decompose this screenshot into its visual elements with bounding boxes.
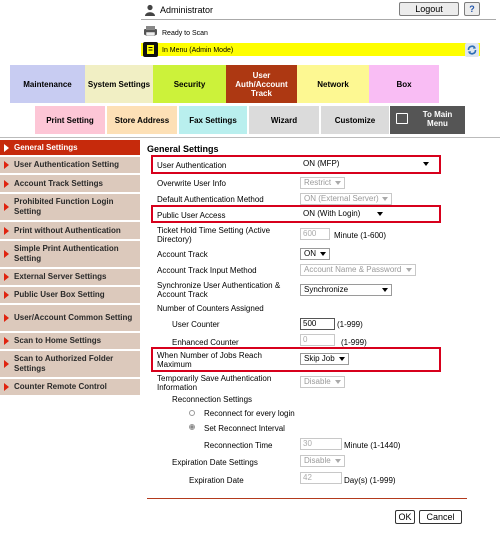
- chevron-down-icon: [335, 181, 341, 185]
- expiration-date-unit: Day(s) (1-999): [344, 476, 396, 485]
- set-reconnect-interval-radio[interactable]: [189, 424, 195, 430]
- main-menu-icon: [396, 113, 408, 124]
- user-counter-input[interactable]: 500: [300, 318, 335, 330]
- account-track-select[interactable]: ON: [300, 248, 330, 260]
- arrow-right-icon: [4, 337, 9, 345]
- public-user-access-select[interactable]: ON (With Login): [299, 208, 387, 220]
- highlight-user-authentication: [151, 155, 441, 174]
- arrow-right-icon: [4, 161, 9, 169]
- expiration-date-settings-select[interactable]: Disable: [300, 455, 345, 467]
- sidebar-item-counter-remote-control[interactable]: Counter Remote Control: [0, 379, 140, 396]
- chevron-down-icon: [382, 288, 388, 292]
- chevron-down-icon: [335, 380, 341, 384]
- tab-customize[interactable]: Customize: [321, 106, 389, 134]
- help-icon: ?: [469, 4, 475, 14]
- sidebar-item-external-server-settings[interactable]: External Server Settings: [0, 269, 140, 286]
- tab-security[interactable]: Security: [153, 65, 226, 103]
- default-auth-method-select[interactable]: ON (External Server): [300, 193, 392, 205]
- sidebar-item-account-track-settings[interactable]: Account Track Settings: [0, 175, 140, 193]
- user-role-label: Administrator: [160, 5, 214, 15]
- expiration-date-input[interactable]: 42: [300, 472, 342, 484]
- ticket-hold-time-input[interactable]: 600: [300, 228, 330, 240]
- tab-print-setting[interactable]: Print Setting: [35, 106, 105, 134]
- arrow-right-icon: [4, 180, 9, 188]
- temp-save-auth-select[interactable]: Disable: [300, 376, 345, 388]
- user-counter-label: User Counter: [172, 320, 220, 329]
- status-text: Ready to Scan: [162, 30, 208, 37]
- sidebar-item-user-authentication-setting[interactable]: User Authentication Setting: [0, 157, 140, 174]
- user-authentication-label: User Authentication: [157, 161, 227, 170]
- account-track-input-label: Account Track Input Method: [157, 266, 257, 275]
- chevron-down-icon: [335, 459, 341, 463]
- reconnection-time-input[interactable]: 30: [300, 438, 342, 450]
- arrow-right-icon: [4, 314, 9, 322]
- temp-save-auth-label: Temporarily Save Authentication Information: [157, 374, 272, 392]
- default-auth-method-label: Default Authentication Method: [157, 195, 264, 204]
- arrow-right-icon: [4, 291, 9, 299]
- reconnect-every-login-radio[interactable]: [189, 410, 195, 416]
- tab-store-address[interactable]: Store Address: [107, 106, 177, 134]
- tab-box[interactable]: Box: [369, 65, 439, 103]
- chevron-down-icon: [406, 268, 412, 272]
- mode-text: In Menu (Admin Mode): [162, 47, 234, 54]
- expiration-date-label: Expiration Date: [189, 476, 244, 485]
- page-title: General Settings: [147, 144, 219, 154]
- overwrite-user-info-select[interactable]: Restrict: [300, 177, 345, 189]
- account-track-label: Account Track: [157, 250, 208, 259]
- sync-user-auth-label: Synchronize User Authentication & Account Track: [157, 281, 281, 299]
- chevron-down-icon: [320, 252, 326, 256]
- user-counter-unit: (1-999): [337, 320, 363, 329]
- ticket-hold-time-label: Ticket Hold Time Setting (Active Directory): [157, 226, 271, 244]
- highlight-jobs-reach-max: [151, 347, 441, 372]
- sidebar-item-prohibited-function-login-setting[interactable]: Prohibited Function Login Setting: [0, 194, 140, 221]
- tab-system-settings[interactable]: System Settings: [85, 65, 153, 103]
- jobs-reach-max-label: When Number of Jobs Reach Maximum: [157, 351, 262, 369]
- chevron-down-icon: [382, 197, 388, 201]
- arrow-right-icon: [4, 360, 9, 368]
- admin-icon: [144, 4, 156, 16]
- cancel-button[interactable]: Cancel: [419, 510, 462, 524]
- num-counters-label: Number of Counters Assigned: [157, 304, 264, 313]
- sync-user-auth-select[interactable]: Synchronize: [300, 284, 392, 296]
- overwrite-user-info-label: Overwrite User Info: [157, 179, 226, 188]
- arrow-right-icon: [4, 144, 9, 152]
- arrow-right-icon: [4, 383, 9, 391]
- sidebar-item-user-account-common-setting[interactable]: User/Account Common Setting: [0, 305, 140, 332]
- reconnect-every-login-label: Reconnect for every login: [204, 409, 295, 418]
- logout-button[interactable]: Logout: [399, 2, 459, 16]
- tab-user-auth-account-track[interactable]: User Auth/Account Track: [226, 65, 297, 103]
- set-reconnect-interval-label: Set Reconnect Interval: [204, 424, 285, 433]
- tab-fax-settings[interactable]: Fax Settings: [179, 106, 247, 134]
- account-track-input-select[interactable]: Account Name & Password: [300, 264, 416, 276]
- tab-to-main-menu[interactable]: To Main Menu: [390, 106, 465, 134]
- sidebar-item-simple-print-authentication[interactable]: Simple Print Authentication Setting: [0, 241, 140, 268]
- public-user-access-label: Public User Access: [157, 211, 226, 220]
- ok-button[interactable]: OK: [395, 510, 415, 524]
- sidebar-item-scan-to-authorized-folder[interactable]: Scan to Authorized Folder Settings: [0, 351, 140, 378]
- reconnection-settings-label: Reconnection Settings: [172, 395, 253, 404]
- user-authentication-select[interactable]: ON (MFP): [299, 158, 433, 170]
- refresh-icon[interactable]: [465, 43, 479, 57]
- footer-divider: [147, 498, 467, 499]
- admin-mode-icon: [143, 42, 158, 57]
- reconnection-time-label: Reconnection Time: [204, 441, 273, 450]
- ticket-hold-time-unit: Minute (1-600): [334, 231, 387, 240]
- help-button[interactable]: [464, 2, 480, 16]
- tab-maintenance[interactable]: Maintenance: [10, 65, 85, 103]
- jobs-reach-max-select[interactable]: Skip Job: [300, 353, 349, 365]
- sidebar-item-print-without-authentication[interactable]: Print without Authentication: [0, 222, 140, 240]
- sidebar-item-general-settings[interactable]: General Settings: [0, 140, 140, 156]
- highlight-public-user-access: [151, 205, 441, 223]
- divider-tabs: [0, 137, 500, 138]
- arrow-right-icon: [4, 227, 9, 235]
- reconnection-time-unit: Minute (1-1440): [344, 441, 401, 450]
- sidebar-item-public-user-box-setting[interactable]: Public User Box Setting: [0, 287, 140, 304]
- divider-top: [141, 19, 496, 20]
- arrow-right-icon: [4, 250, 9, 258]
- expiration-date-settings-label: Expiration Date Settings: [172, 458, 258, 467]
- sidebar-item-scan-to-home-settings[interactable]: Scan to Home Settings: [0, 333, 140, 350]
- arrow-right-icon: [4, 203, 9, 211]
- enhanced-counter-unit: (1-999): [341, 338, 367, 347]
- arrow-right-icon: [4, 273, 9, 281]
- enhanced-counter-label: Enhanced Counter: [172, 338, 239, 347]
- tab-wizard[interactable]: Wizard: [249, 106, 319, 134]
- tab-network[interactable]: Network: [297, 65, 369, 103]
- printer-icon: [144, 26, 157, 36]
- enhanced-counter-input[interactable]: 0: [300, 334, 335, 346]
